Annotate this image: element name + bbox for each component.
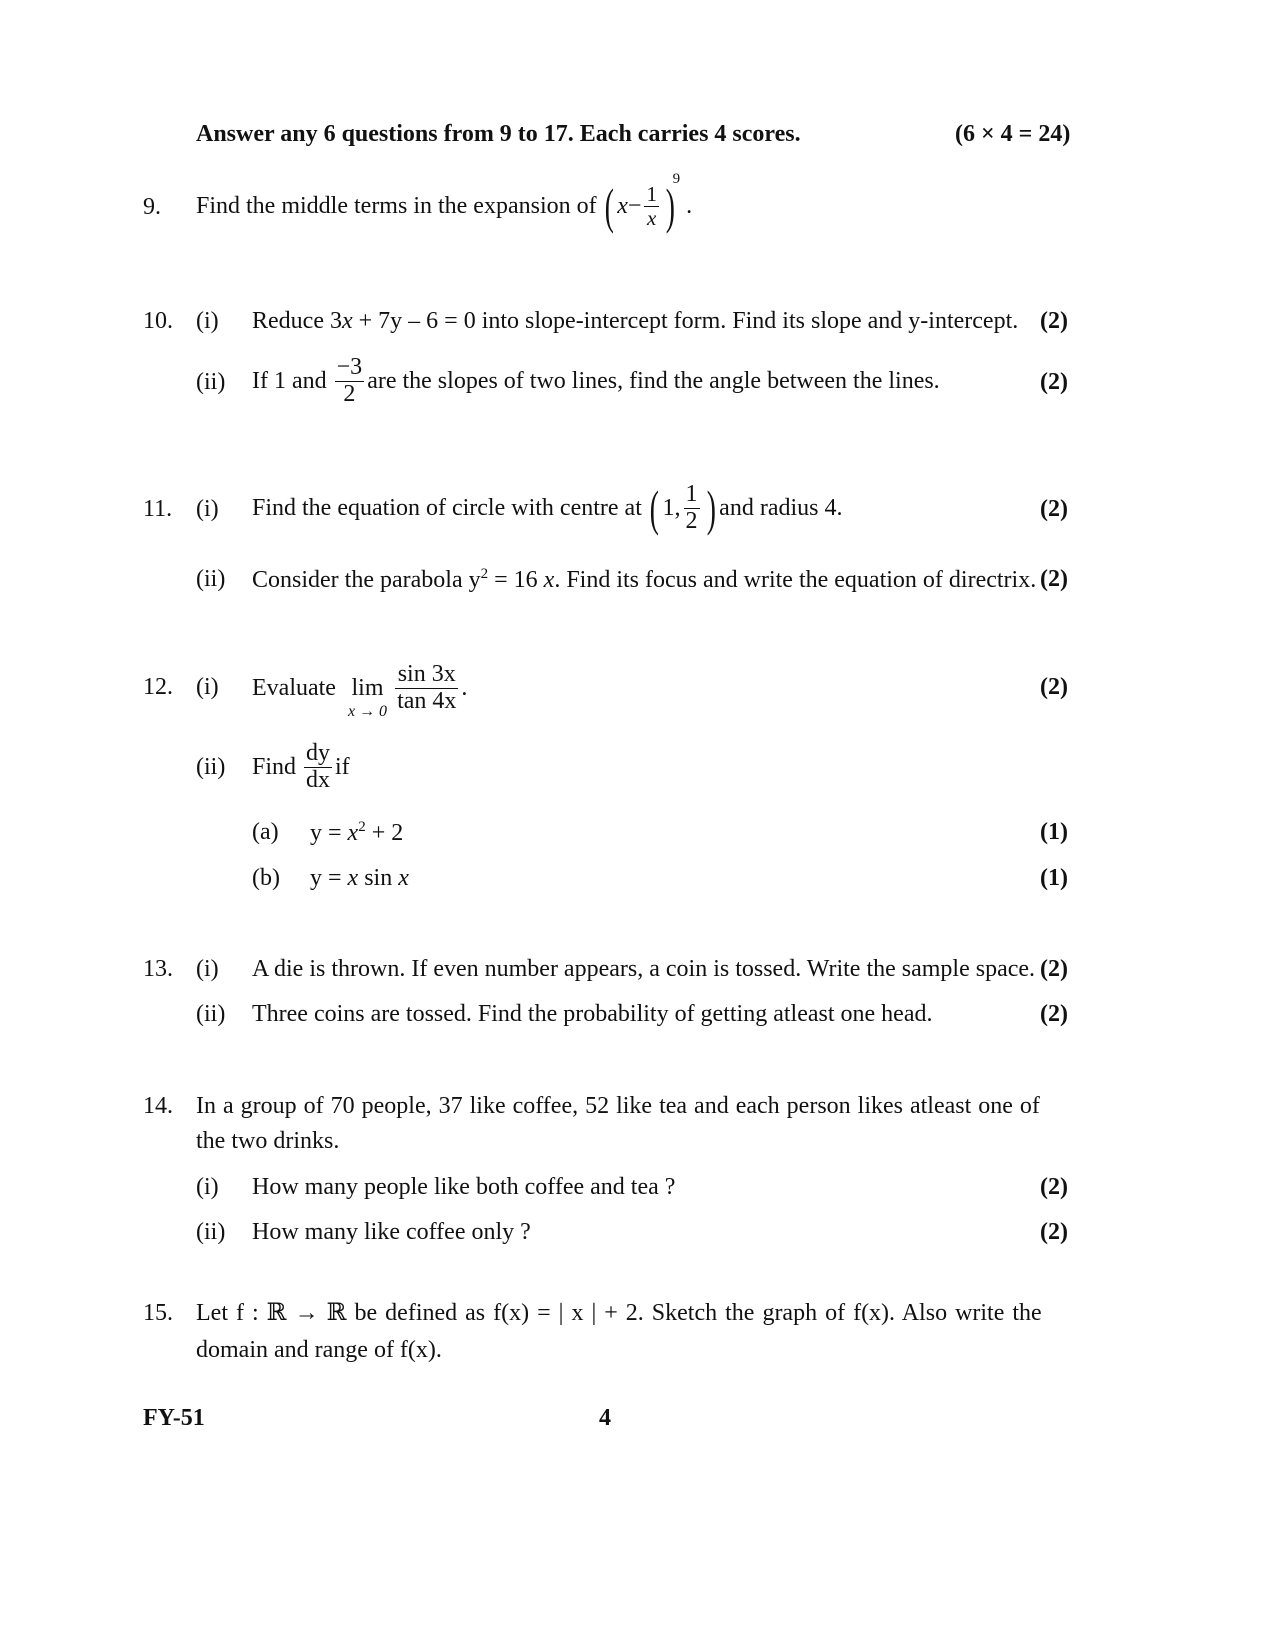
- question-9-text: Find the middle terms in the expansion of: [196, 193, 597, 219]
- question-11-i-text: Find the equation of circle with centre at ( 1, $\frac{1}{2}$ ) and radius 4.: [252, 480, 843, 536]
- page-number: 4: [599, 1405, 611, 1431]
- expr-minus: −: [627, 193, 642, 219]
- left-paren: (: [604, 178, 614, 234]
- exponent: 9: [672, 171, 681, 187]
- question-10-ii-text: If 1 and $\frac{-3}{2}$ are the slopes of two lines, find the angle between the lines.: [252, 354, 940, 407]
- score: (1): [1040, 819, 1068, 845]
- part-label: (ii): [196, 369, 226, 395]
- question-12-a-expr: $y = x^2 + 2$: [310, 819, 404, 846]
- score: (2): [1040, 956, 1068, 982]
- score: (2): [1040, 1219, 1068, 1245]
- question-number-10: 10.: [143, 308, 173, 334]
- limit-operator: lim x → 0: [347, 675, 388, 720]
- question-number-12: 12.: [143, 674, 173, 700]
- question-15-line-1: Let f : ℝ → ℝ be defined as f(x) = | x | + 2. Sketch the graph of f(x). Also write the: [196, 1300, 1042, 1326]
- fraction-one-over-x: [644, 183, 659, 228]
- part-label: (ii): [196, 754, 226, 780]
- part-label: (i): [196, 956, 219, 982]
- question-number-11: 11.: [143, 496, 173, 522]
- question-13-i-text: A die is thrown. If even number appears, a coin is tossed. Write the sample space.: [252, 956, 1036, 982]
- question-13-ii-text: Three coins are tossed. Find the probability of getting atleast one head.: [252, 1001, 933, 1027]
- part-label: (i): [196, 1174, 219, 1200]
- fraction-denominator: x: [647, 205, 657, 230]
- score: (2): [1040, 1001, 1068, 1027]
- part-label: (i): [196, 674, 219, 700]
- question-number-9: 9.: [143, 194, 161, 220]
- score: (1): [1040, 865, 1068, 891]
- expr-base: x: [617, 193, 628, 219]
- subpart-label: (b): [252, 865, 280, 891]
- question-14-line-2: the two drinks.: [196, 1128, 340, 1154]
- score: (2): [1040, 674, 1068, 700]
- question-12-i-text: Evaluate lim x → 0 $\frac{\sin 3x}{\tan 4x}$ .: [252, 661, 468, 720]
- fraction-dy-dx: $\frac{dy}{dx}$: [306, 740, 331, 793]
- question-number-15: 15.: [143, 1300, 173, 1326]
- right-paren: ): [665, 178, 675, 234]
- question-14-ii-text: How many like coffee only ?: [252, 1219, 531, 1245]
- question-14-line-1: In a group of 70 people, 37 like coffee, 52 like tea and each person likes atleast one of: [196, 1093, 1040, 1119]
- subpart-label: (a): [252, 819, 279, 845]
- paper-code: FY-51: [143, 1405, 205, 1431]
- score: (2): [1040, 308, 1068, 334]
- question-14-i-text: How many people like both coffee and tea ?: [252, 1174, 676, 1200]
- question-9: [196, 170, 692, 242]
- part-label: (ii): [196, 566, 226, 592]
- score: (2): [1040, 369, 1068, 395]
- section-total-score: (6 × 4 = 24): [955, 121, 1071, 147]
- fraction-sin-over-tan: $\frac{\sin 3x}{\tan 4x}$: [397, 661, 457, 714]
- part-label: (i): [196, 308, 219, 334]
- score: (2): [1040, 1174, 1068, 1200]
- question-10-i-text: Reduce 3x + 7y – 6 = 0 into slope-intercept form. Find its slope and y-intercept.: [252, 308, 1019, 334]
- question-15-line-2: domain and range of f(x).: [196, 1337, 442, 1363]
- part-label: (i): [196, 496, 219, 522]
- part-label: (ii): [196, 1219, 226, 1245]
- expr-end: .: [686, 193, 693, 219]
- fraction-one-half: $\frac{1}{2}$: [685, 481, 698, 534]
- score: (2): [1040, 566, 1068, 592]
- question-11-ii-text: Consider the parabola $y^2 = 16$ x. Find its focus and write the equation of directrix.: [252, 566, 1037, 593]
- fraction-numerator: 1: [646, 182, 657, 207]
- question-number-14: 14.: [143, 1093, 173, 1119]
- instruction-text: Answer any 6 questions from 9 to 17. Each carries 4 scores.: [196, 121, 801, 147]
- fraction-neg3-over-2: $\frac{-3}{2}$: [336, 354, 363, 407]
- question-number-13: 13.: [143, 956, 173, 982]
- question-12-ii-text: Find $\frac{dy}{dx}$ if: [252, 740, 350, 793]
- score: (2): [1040, 496, 1068, 522]
- question-12-b-expr: y = x sin x: [310, 865, 409, 891]
- part-label: (ii): [196, 1001, 226, 1027]
